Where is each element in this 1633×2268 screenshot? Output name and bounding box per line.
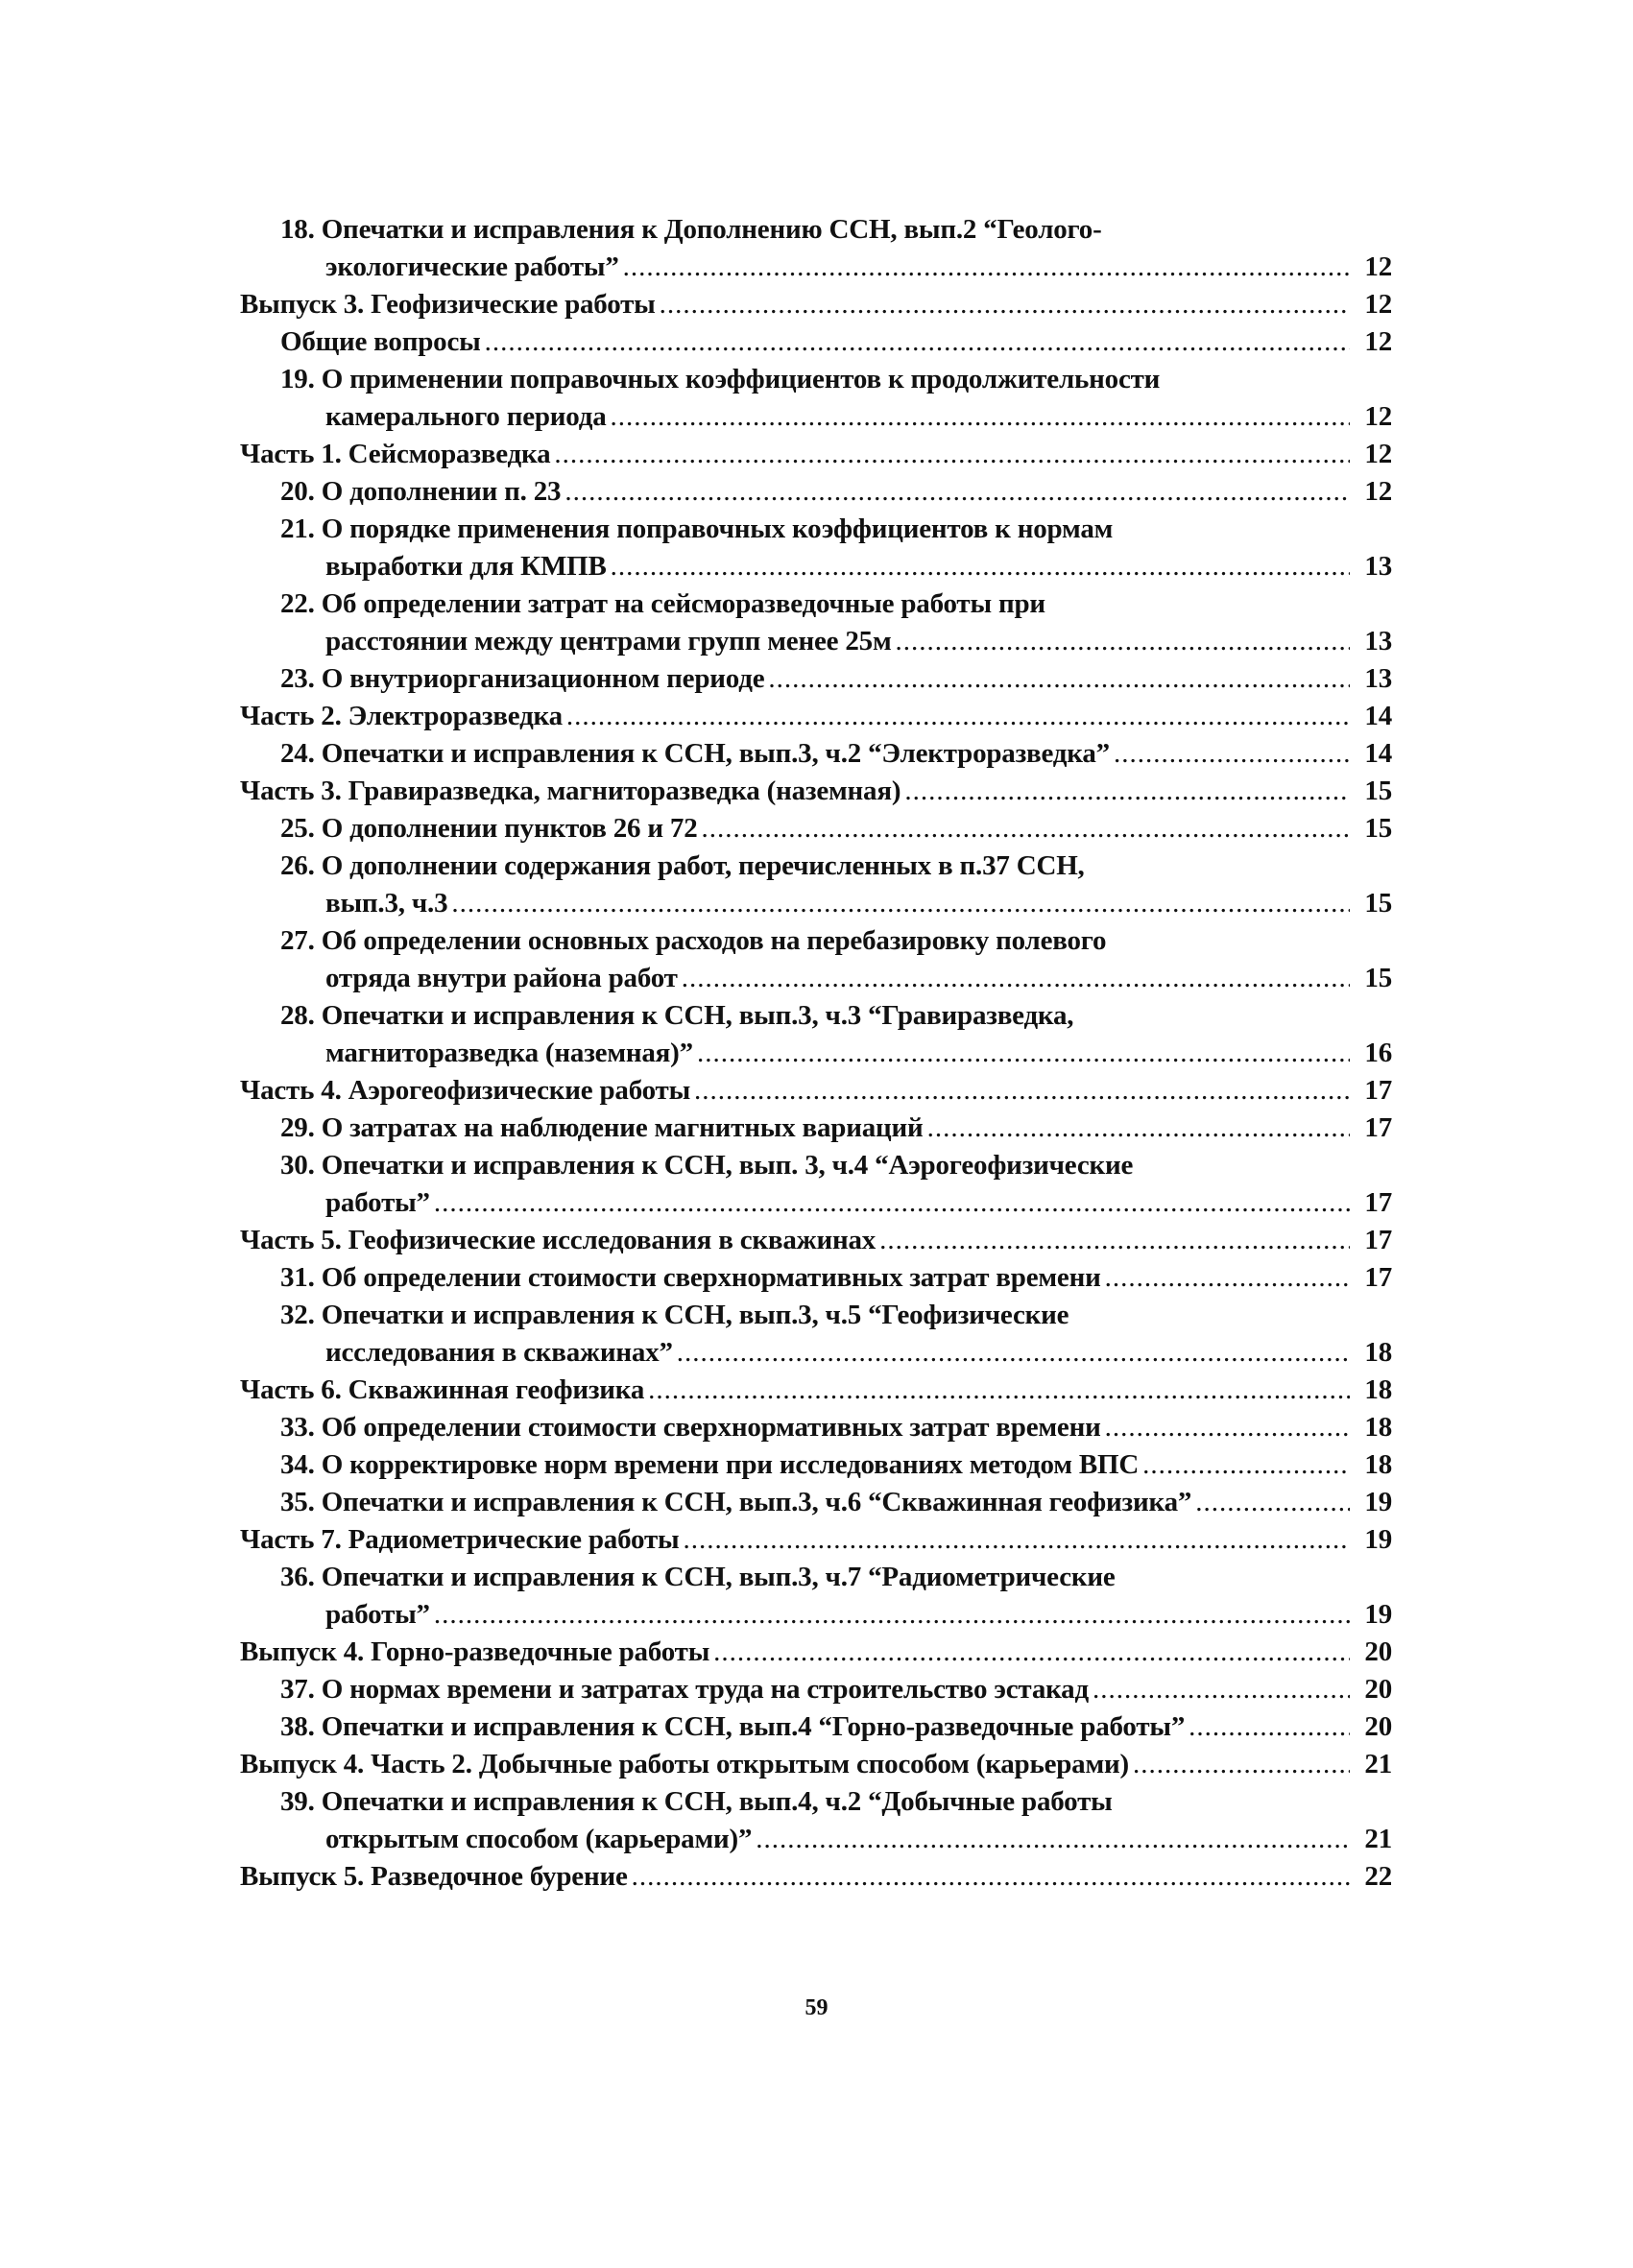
toc-entry <box>240 1259 1392 1297</box>
dot-leader <box>697 1035 1350 1072</box>
toc-entry <box>240 1222 1392 1259</box>
toc-entry <box>240 1559 1392 1634</box>
toc-page-number: 15 <box>1364 813 1392 844</box>
toc-entry-text: открытым способом (карьерами)” <box>325 1824 753 1854</box>
toc-page-number: 14 <box>1364 738 1392 769</box>
toc-entry-text: Часть 2. Электроразведка <box>240 701 563 731</box>
toc-entry-text: 30. Опечатки и исправления к ССН, вып. 3, ч.4 “Аэрогеофизические <box>280 1150 1134 1181</box>
dot-leader <box>660 286 1350 323</box>
toc-entry-text: 39. Опечатки и исправления к ССН, вып.4, ч.2 “Добычные работы <box>280 1786 1113 1817</box>
toc-entry-text: 32. Опечатки и исправления к ССН, вып.3, ч.5 “Геофизические <box>280 1300 1069 1330</box>
toc-entry <box>240 1746 1392 1783</box>
dot-leader <box>682 960 1350 997</box>
toc-entry-text: 19. О применении поправочных коэффициентов к продолжительности <box>280 364 1161 394</box>
dot-leader <box>434 1596 1350 1634</box>
dot-leader <box>756 1821 1350 1858</box>
toc-entry-text: Часть 7. Радиометрические работы <box>240 1524 680 1555</box>
dot-leader <box>485 323 1350 361</box>
toc-page-number: 17 <box>1364 1187 1392 1218</box>
toc-entry-text: 28. Опечатки и исправления к ССН, вып.3, ч.3 “Гравиразведка, <box>280 1000 1074 1031</box>
toc-page-number: 21 <box>1364 1824 1392 1854</box>
toc-page-number: 15 <box>1364 888 1392 919</box>
dot-leader <box>1195 1484 1350 1521</box>
toc-page-number: 12 <box>1364 476 1392 507</box>
toc-entry-text: 38. Опечатки и исправления к ССН, вып.4 “Горно-разведочные работы” <box>280 1711 1186 1742</box>
toc-entry-text: 22. Об определении затрат на сейсморазведочные работы при <box>280 588 1045 619</box>
toc-entry <box>240 1521 1392 1559</box>
toc-page-number: 19 <box>1364 1487 1392 1517</box>
toc-entry <box>240 997 1392 1072</box>
toc-entry-text: Выпуск 5. Разведочное бурение <box>240 1861 628 1892</box>
dot-leader <box>648 1372 1350 1409</box>
toc-page-number: 17 <box>1364 1075 1392 1106</box>
toc-entry <box>240 211 1392 286</box>
dot-leader <box>702 810 1350 848</box>
dot-leader <box>683 1521 1350 1559</box>
toc-entry <box>240 810 1392 848</box>
toc-page-number: 12 <box>1364 326 1392 357</box>
dot-leader <box>768 660 1350 698</box>
toc-page-number: 20 <box>1364 1674 1392 1705</box>
toc-entry <box>240 1372 1392 1409</box>
toc-page-number: 12 <box>1364 439 1392 469</box>
toc-entry <box>240 1110 1392 1147</box>
dot-leader <box>927 1110 1350 1147</box>
toc-entry <box>240 922 1392 997</box>
toc-entry-text: 18. Опечатки и исправления к Дополнению ССН, вып.2 “Геолого- <box>280 214 1102 245</box>
toc-entry <box>240 585 1392 660</box>
toc-entry-text: 21. О порядке применения поправочных коэффициентов к нормам <box>280 513 1114 544</box>
toc-entry-text: Часть 1. Сейсморазведка <box>240 439 551 469</box>
toc-page-number: 17 <box>1364 1225 1392 1255</box>
dot-leader <box>1105 1409 1350 1446</box>
toc-page-number: 12 <box>1364 251 1392 282</box>
dot-leader <box>564 473 1350 511</box>
toc-page-number: 15 <box>1364 963 1392 993</box>
toc-entry-text: 24. Опечатки и исправления к ССН, вып.3, ч.2 “Электроразведка” <box>280 738 1110 769</box>
toc-entry <box>240 323 1392 361</box>
toc-entry-text: Общие вопросы <box>280 326 481 357</box>
toc-entry <box>240 473 1392 511</box>
toc-entry-text: 35. Опечатки и исправления к ССН, вып.3, ч.6 “Скважинная геофизика” <box>280 1487 1192 1517</box>
dot-leader <box>554 436 1350 473</box>
toc-entry-text: 23. О внутриорганизационном периоде <box>280 663 765 694</box>
toc-entry-text: 29. О затратах на наблюдение магнитных вариаций <box>280 1112 924 1143</box>
toc-entry <box>240 773 1392 810</box>
toc-page-number: 20 <box>1364 1711 1392 1742</box>
toc-entry <box>240 1297 1392 1372</box>
dot-leader <box>713 1634 1350 1671</box>
toc-page-number: 12 <box>1364 289 1392 320</box>
dot-leader <box>611 398 1350 436</box>
dot-leader <box>904 773 1350 810</box>
toc-page-number: 13 <box>1364 551 1392 582</box>
dot-leader <box>1114 735 1350 773</box>
toc-entry <box>240 1072 1392 1110</box>
table-of-contents <box>240 211 1392 1896</box>
toc-entry-text: работы” <box>325 1599 430 1630</box>
toc-entry-text: Выпуск 4. Горно-разведочные работы <box>240 1636 710 1667</box>
toc-entry <box>240 1484 1392 1521</box>
dot-leader <box>566 698 1350 735</box>
toc-page-number: 15 <box>1364 776 1392 806</box>
page-number: 59 <box>804 1995 829 2020</box>
toc-page-number: 17 <box>1364 1262 1392 1293</box>
toc-entry <box>240 361 1392 436</box>
toc-entry-text: экологические работы” <box>325 251 619 282</box>
toc-page-number: 18 <box>1364 1337 1392 1368</box>
toc-entry-text: Часть 5. Геофизические исследования в скважинах <box>240 1225 877 1255</box>
toc-entry <box>240 1147 1392 1222</box>
dot-leader <box>677 1334 1350 1372</box>
toc-entry-text: 34. О корректировке норм времени при исследованиях методом ВПС <box>280 1449 1140 1480</box>
toc-entry <box>240 286 1392 323</box>
toc-entry <box>240 1783 1392 1858</box>
toc-entry-text: вып.3, ч.3 <box>325 888 448 919</box>
toc-entry-text: расстоянии между центрами групп менее 25м <box>325 626 892 657</box>
toc-page-number: 19 <box>1364 1524 1392 1555</box>
dot-leader <box>1093 1671 1350 1708</box>
toc-entry-text: 25. О дополнении пунктов 26 и 72 <box>280 813 698 844</box>
toc-page-number: 16 <box>1364 1038 1392 1068</box>
toc-entry-text: работы” <box>325 1187 430 1218</box>
toc-entry-text: магниторазведка (наземная)” <box>325 1038 693 1068</box>
dot-leader <box>632 1858 1350 1896</box>
toc-entry-text: Выпуск 3. Геофизические работы <box>240 289 656 320</box>
toc-entry <box>240 1634 1392 1671</box>
toc-entry-text: 37. О нормах времени и затратах труда на строительство эстакад <box>280 1674 1089 1705</box>
toc-entry-text: исследования в скважинах” <box>325 1337 673 1368</box>
toc-page-number: 13 <box>1364 626 1392 657</box>
toc-entry-text: 20. О дополнении п. 23 <box>280 476 562 507</box>
toc-entry-text: Часть 6. Скважинная геофизика <box>240 1374 645 1405</box>
dot-leader <box>451 885 1350 922</box>
dot-leader <box>1142 1446 1350 1484</box>
toc-entry <box>240 735 1392 773</box>
toc-page-number: 13 <box>1364 663 1392 694</box>
toc-entry-text: 33. Об определении стоимости сверхнормативных затрат времени <box>280 1412 1101 1443</box>
toc-entry <box>240 1409 1392 1446</box>
dot-leader <box>694 1072 1350 1110</box>
toc-page-number: 18 <box>1364 1374 1392 1405</box>
toc-entry-text: 31. Об определении стоимости сверхнормативных затрат времени <box>280 1262 1101 1293</box>
toc-entry-text: камерального периода <box>325 401 607 432</box>
toc-page-number: 12 <box>1364 401 1392 432</box>
toc-entry-text: 27. Об определении основных расходов на перебазировку полевого <box>280 925 1107 956</box>
toc-page-number: 18 <box>1364 1412 1392 1443</box>
toc-entry-text: Часть 3. Гравиразведка, магниторазведка (наземная) <box>240 776 901 806</box>
toc-page-number: 20 <box>1364 1636 1392 1667</box>
toc-page-number: 17 <box>1364 1112 1392 1143</box>
toc-entry-text: 26. О дополнении содержания работ, перечисленных в п.37 ССН, <box>280 850 1085 881</box>
toc-entry-text: Часть 4. Аэрогеофизические работы <box>240 1075 691 1106</box>
toc-entry <box>240 436 1392 473</box>
toc-entry <box>240 698 1392 735</box>
toc-entry-text: 36. Опечатки и исправления к ССН, вып.3, ч.7 “Радиометрические <box>280 1562 1116 1592</box>
dot-leader <box>623 249 1350 286</box>
dot-leader <box>896 623 1350 660</box>
toc-entry <box>240 1858 1392 1896</box>
dot-leader <box>434 1184 1350 1222</box>
toc-entry <box>240 1708 1392 1746</box>
dot-leader <box>1133 1746 1350 1783</box>
toc-entry <box>240 1671 1392 1708</box>
toc-page-number: 19 <box>1364 1599 1392 1630</box>
toc-page-number: 18 <box>1364 1449 1392 1480</box>
toc-entry <box>240 660 1392 698</box>
toc-entry <box>240 848 1392 922</box>
dot-leader <box>1105 1259 1350 1297</box>
dot-leader <box>879 1222 1350 1259</box>
toc-entry-text: отряда внутри района работ <box>325 963 678 993</box>
toc-entry-text: выработки для КМПВ <box>325 551 607 582</box>
toc-entry <box>240 1446 1392 1484</box>
dot-leader <box>611 548 1350 585</box>
toc-entry <box>240 511 1392 585</box>
toc-entry-text: Выпуск 4. Часть 2. Добычные работы открытым способом (карьерами) <box>240 1749 1130 1779</box>
toc-page-number: 21 <box>1364 1749 1392 1779</box>
toc-page-number: 22 <box>1364 1861 1392 1892</box>
toc-page-number: 14 <box>1364 701 1392 731</box>
dot-leader <box>1189 1708 1350 1746</box>
